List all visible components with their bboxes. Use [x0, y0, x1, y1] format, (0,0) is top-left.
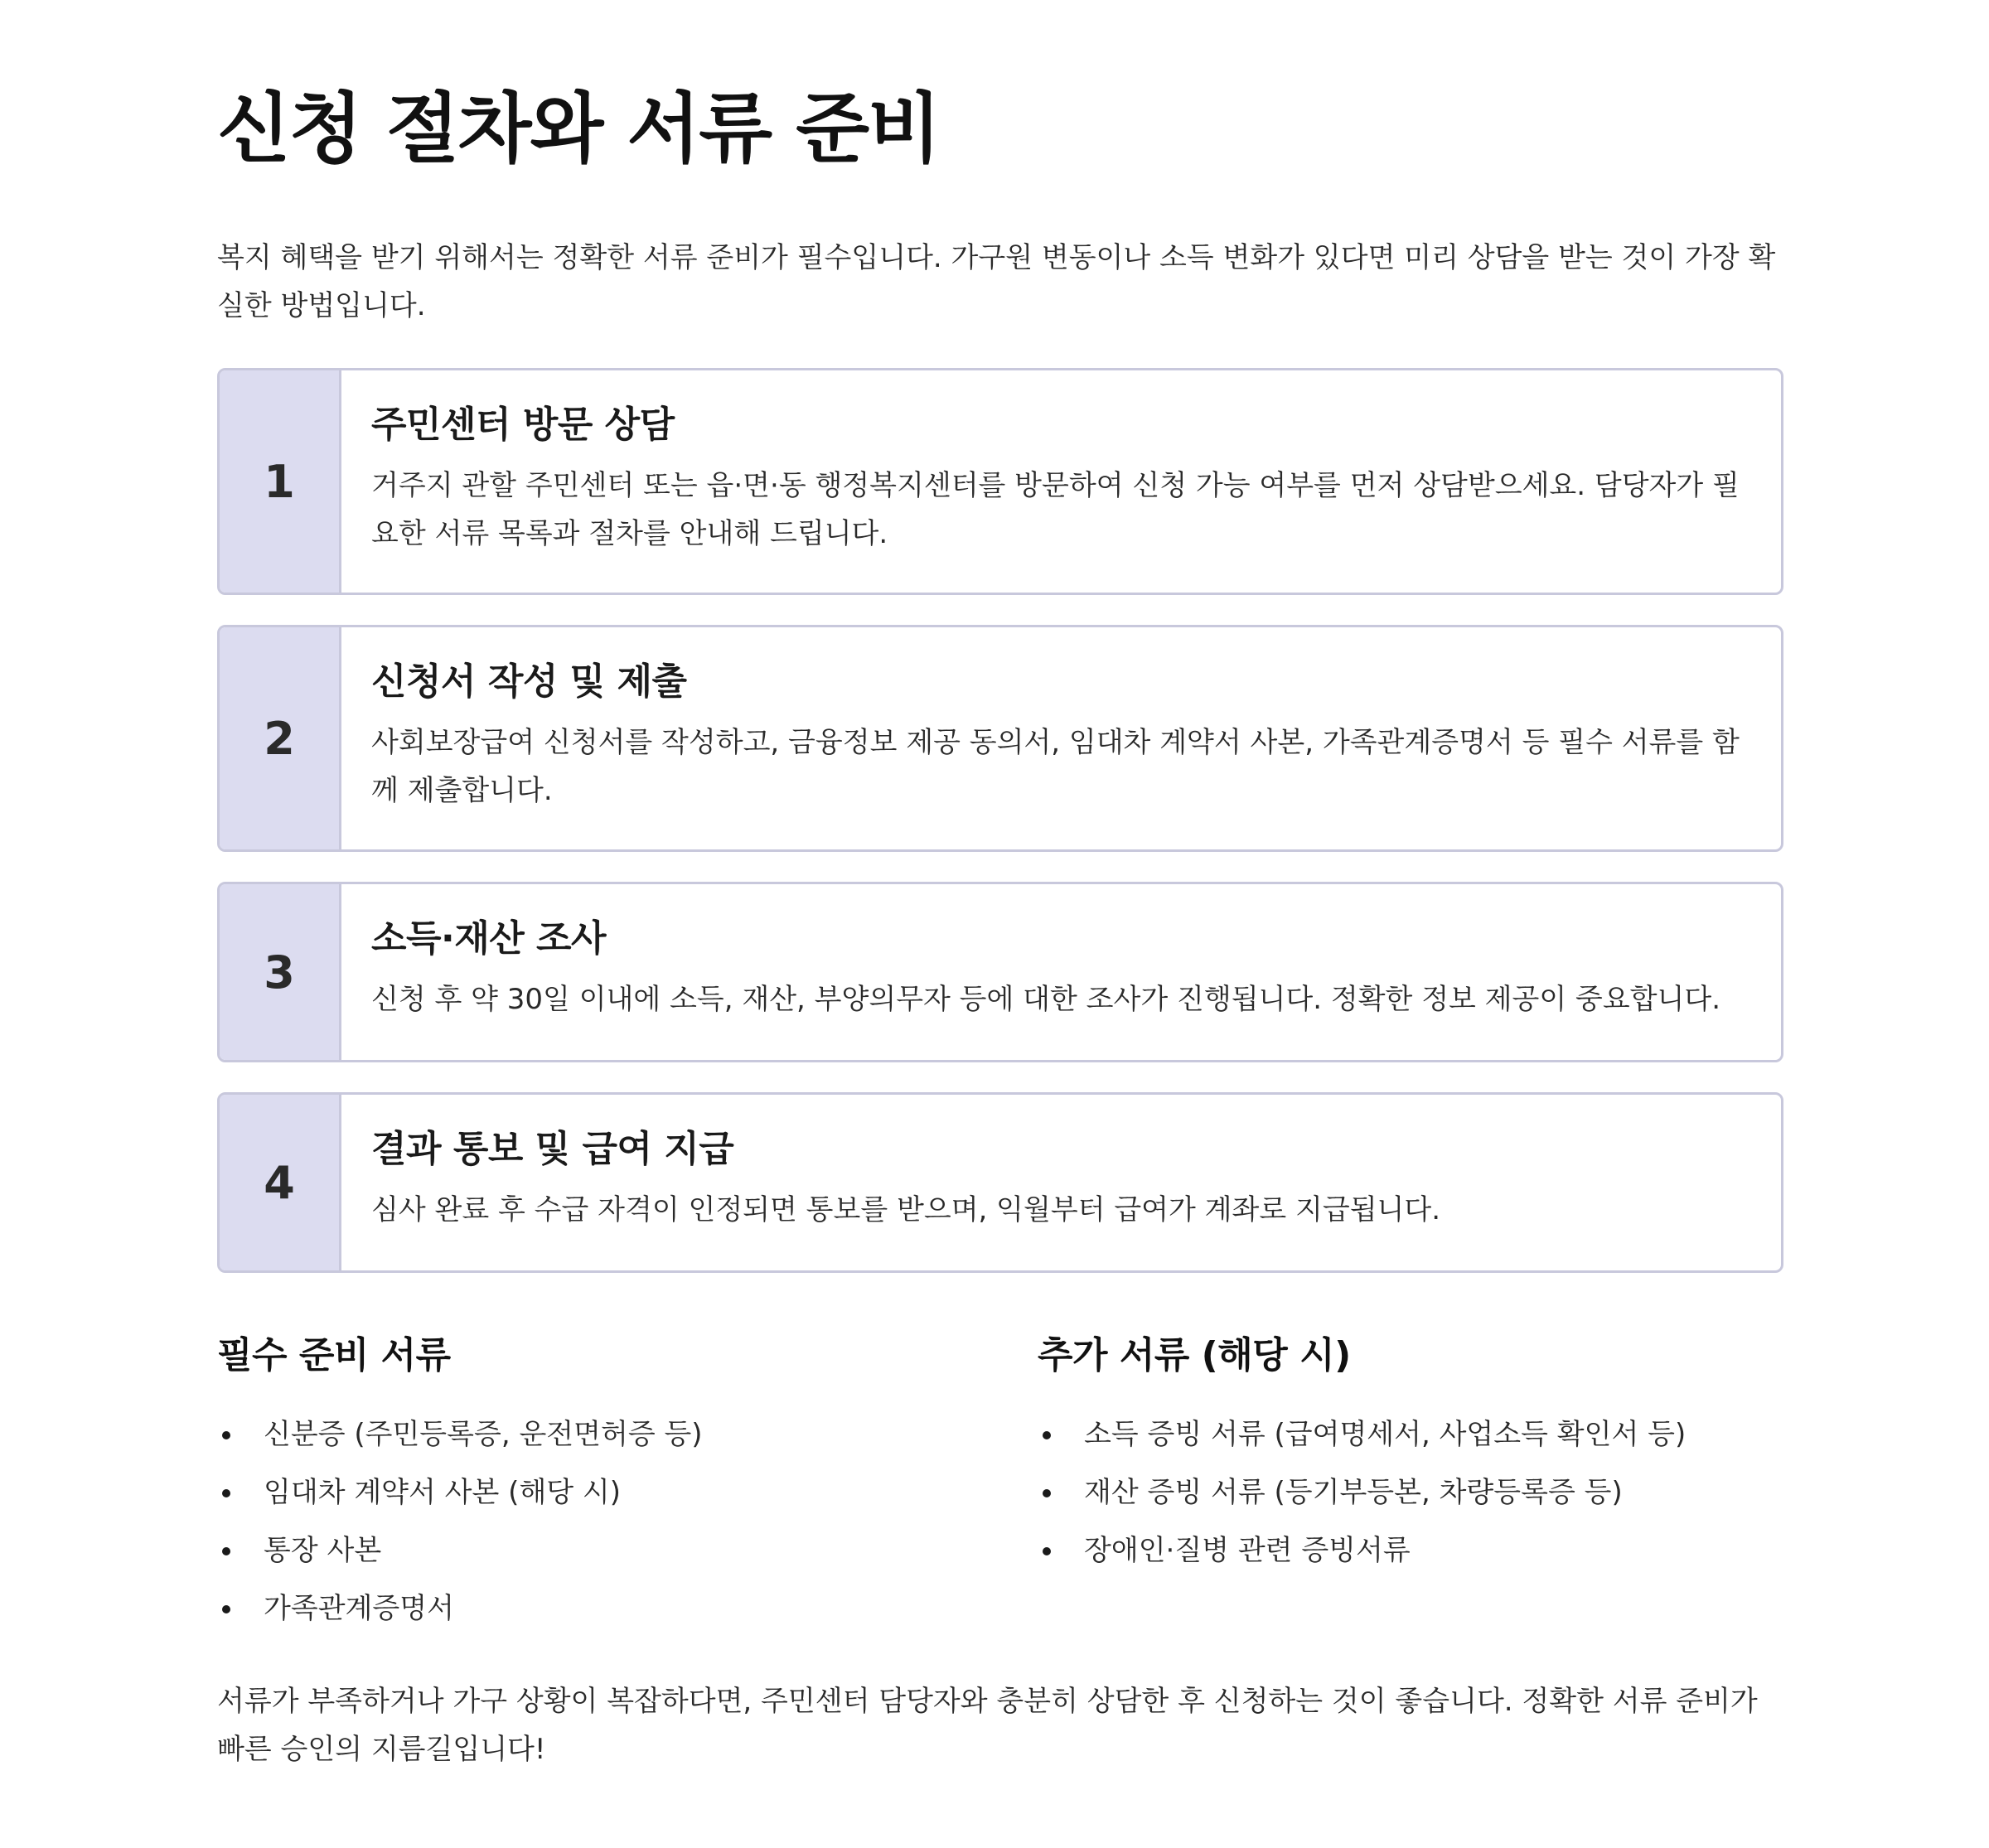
- required-docs-column: [217, 1326, 1038, 1638]
- step-title: 결과 통보 및 급여 지급: [371, 1128, 734, 1170]
- list-item: 가족관계증명서: [217, 1580, 1038, 1638]
- additional-docs-list: [1038, 1405, 1782, 1580]
- step-description: 거주지 관할 주민센터 또는 읍·면·동 행정복지센터를 방문하여 신청 가능 여부를 먼저 상담받으세요. 담당자가 필요한 서류 목록과 절차를 안내해 드립니다.: [371, 469, 1740, 550]
- step-number: 3: [264, 946, 295, 999]
- step-body: [341, 884, 1781, 1060]
- step-number: 1: [264, 455, 295, 508]
- documents-section: [217, 1326, 1782, 1638]
- step-card-2: [217, 625, 1783, 852]
- intro-paragraph: 복지 혜택을 받기 위해서는 정확한 서류 준비가 필수입니다. 가구원 변동이나 소득 변화가 있다면 미리 상담을 받는 것이 가장 확실한 방법입니다.: [217, 241, 1776, 322]
- step-description: 심사 완료 후 수급 자격이 인정되면 통보를 받으며, 익월부터 급여가 계좌로 지급됩니다.: [371, 1193, 1441, 1226]
- list-item: 신분증 (주민등록증, 운전면허증 등): [217, 1405, 1038, 1463]
- step-body: [341, 1095, 1781, 1270]
- list-item: 통장 사본: [217, 1521, 1038, 1580]
- step-card-1: [217, 368, 1783, 595]
- closing-paragraph: 서류가 부족하거나 가구 상황이 복잡하다면, 주민센터 담당자와 충분히 상담한 후 신청하는 것이 좋습니다. 정확한 서류 준비가 빠른 승인의 지름길입니다!: [217, 1685, 1758, 1766]
- step-number-box: [220, 370, 341, 593]
- step-body: [341, 370, 1781, 593]
- step-number-box: [220, 627, 341, 849]
- list-item: 소득 증빙 서류 (급여명세서, 사업소득 확인서 등): [1038, 1405, 1782, 1463]
- step-number-box: [220, 1095, 341, 1270]
- step-number-box: [220, 884, 341, 1060]
- step-card-3: [217, 882, 1783, 1062]
- list-item: 장애인·질병 관련 증빙서류: [1038, 1521, 1782, 1580]
- additional-docs-column: [1038, 1326, 1782, 1638]
- required-docs-list: [217, 1405, 1038, 1638]
- step-number: 2: [264, 712, 295, 765]
- step-body: [341, 627, 1781, 849]
- list-item: 임대차 계약서 사본 (해당 시): [217, 1463, 1038, 1521]
- step-title: 소득·재산 조사: [371, 917, 607, 960]
- additional-docs-heading: 추가 서류 (해당 시): [1038, 1334, 1351, 1376]
- step-title: 주민센터 방문 상담: [371, 404, 675, 446]
- step-description: 신청 후 약 30일 이내에 소득, 재산, 부양의무자 등에 대한 조사가 진행됩니다. 정확한 정보 제공이 중요합니다.: [371, 983, 1721, 1016]
- step-number: 4: [264, 1156, 295, 1209]
- list-item: 재산 증빙 서류 (등기부등본, 차량등록증 등): [1038, 1463, 1782, 1521]
- step-card-4: [217, 1092, 1783, 1273]
- step-title: 신청서 작성 및 제출: [371, 660, 687, 703]
- page-title: 신청 절차와 서류 준비: [217, 85, 940, 173]
- step-description: 사회보장급여 신청서를 작성하고, 금융정보 제공 동의서, 임대차 계약서 사본, 가족관계증명서 등 필수 서류를 함께 제출합니다.: [371, 726, 1740, 807]
- required-docs-heading: 필수 준비 서류: [217, 1334, 451, 1376]
